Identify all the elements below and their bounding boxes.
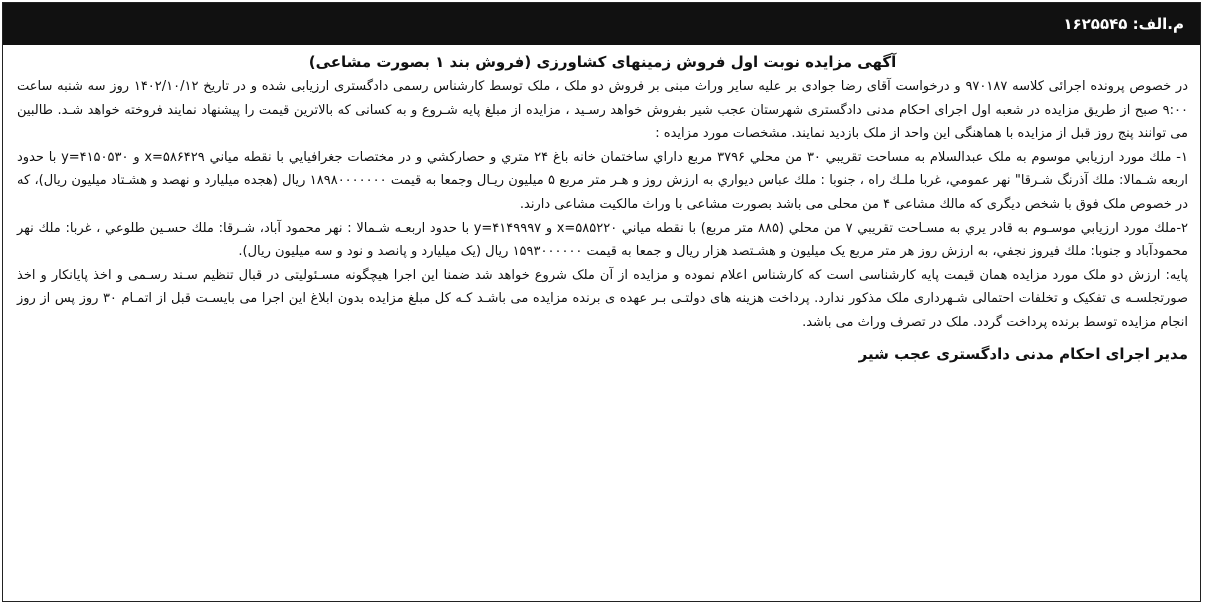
property-1-paragraph: ۱- ملك مورد ارزيابي موسوم به ملک عبدالسلام به مساحت تقريبي ۳۰ من محلي ۳۷۹۶ مربع داراي ساختمان خانه باغ ۲۴ متري و حصاركشي و در مختصات جغرافيايي با نقطه مياني ۵۸۶۴۲۹=x و ۴۱۵۰۵۳۰=y با حدود اربعه شـمالا: ملك آذرنگ شـرقا" نهر عمومي، غربا ملـك راه ، جنوبا : ملك عباس ديواري به ارزش روز و هـر متر مربع ۵ ميليون ريـال وجمعا به قيمت ۱۸۹۸۰۰۰۰۰۰۰ ريال (هجده ميليارد و نهصد و هشـتاد ميليون ريال)، كه در خصوص ملک فوق با شخص ديگرى كه مالك مشاعى ۴ من محلى مى باشد بصورت مشاعى با وراث مالكيت مشاعى دارند. bbox=[17, 149, 1188, 212]
notice-frame bbox=[2, 2, 1201, 602]
header-bar bbox=[3, 3, 1200, 45]
notice-title: آگهی مزایده نوبت اول فروش زمینهای کشاورزی (فروش بند ۱ بصورت مشاعی) bbox=[308, 53, 897, 71]
notice-body bbox=[3, 45, 1200, 371]
signature: مدیر اجرای احکام مدنی دادگستری عجب شیر bbox=[858, 344, 1188, 363]
intro-paragraph: در خصوص پرونده اجرائی کلاسه ۹۷۰۱۸۷ و درخواست آقای رضا جوادی بر علیه سایر وراث مبنی بر فروش دو ملک ، ملک توسط کارشناس رسمی دادگستری ارزیابی شده و در تاریخ ۱۴۰۲/۱۰/۱۲ روز سه شنبه ساعت ۹:۰۰ صبح از طریق مزایده در شعبه اول اجرای احکام مدنی دادگستری شهرستان عجب شیر بفروش خواهد رسـید ، مزایده از مبلغ پایه شـروع و به کسانی که بالاترین قیمت را پیشنهاد نمایند فروخته خواهد شـد. طالبین می توانند پنج روز قبل از مزایده با هماهنگی این واحد از ملک بازدید نمایند. مشخصات مورد مزایده : bbox=[17, 79, 1188, 142]
property-2-paragraph: ۲-ملك مورد ارزيابي موسـوم به قادر يري به مسـاحت تقريبي ۷ من محلي (۸۸۵ متر مربع) با نقطه مياني ۵۸۵۲۲۰=x و ۴۱۴۹۹۹۷=y با حدود اربعـه شـمالا : نهر محمود آباد، شـرقا: ملك حسـين طلوعي ، غربا: ملك نهر محمودآباد و جنوبا: ملك فيروز نجفي، به ارزش روز هر متر مربع يک ميليون و هشـتصد هزار ريال و جمعا به قيمت ۱۵۹۳۰۰۰۰۰۰ ريال (يک ميليارد و پانصد و نود و سه ميليون ريال). bbox=[17, 220, 1188, 260]
reference-number: م.الف: ۱۶۲۵۵۴۵ bbox=[1063, 15, 1184, 33]
base-price-paragraph: پایه: ارزش دو ملک مورد مزایده همان قیمت پایه کارشناسی است که کارشناس اعلام نموده و مزایده از آن ملک شروع خواهد شد ضمنا این اجرا هیچگونه مسـئولیتی در قبال تنظیم سـند رسـمی و اخذ پایانکار و اخذ صورتجلسـه ی تفکیک و تخلفات احتمالی شـهرداری ملک مذکور ندارد. پرداخت هزینه های دولتـی بـر عهده ی برنده مزایده می باشـد کـه کل مبلغ مزایده بدون ابلاغ این اجرا می بایسـت قبل از اتمـام ۳۰ روز پس از روز انجام مزایده توسط برنده پرداخت گردد. ملک در تصرف وراث می باشد. bbox=[17, 267, 1188, 330]
